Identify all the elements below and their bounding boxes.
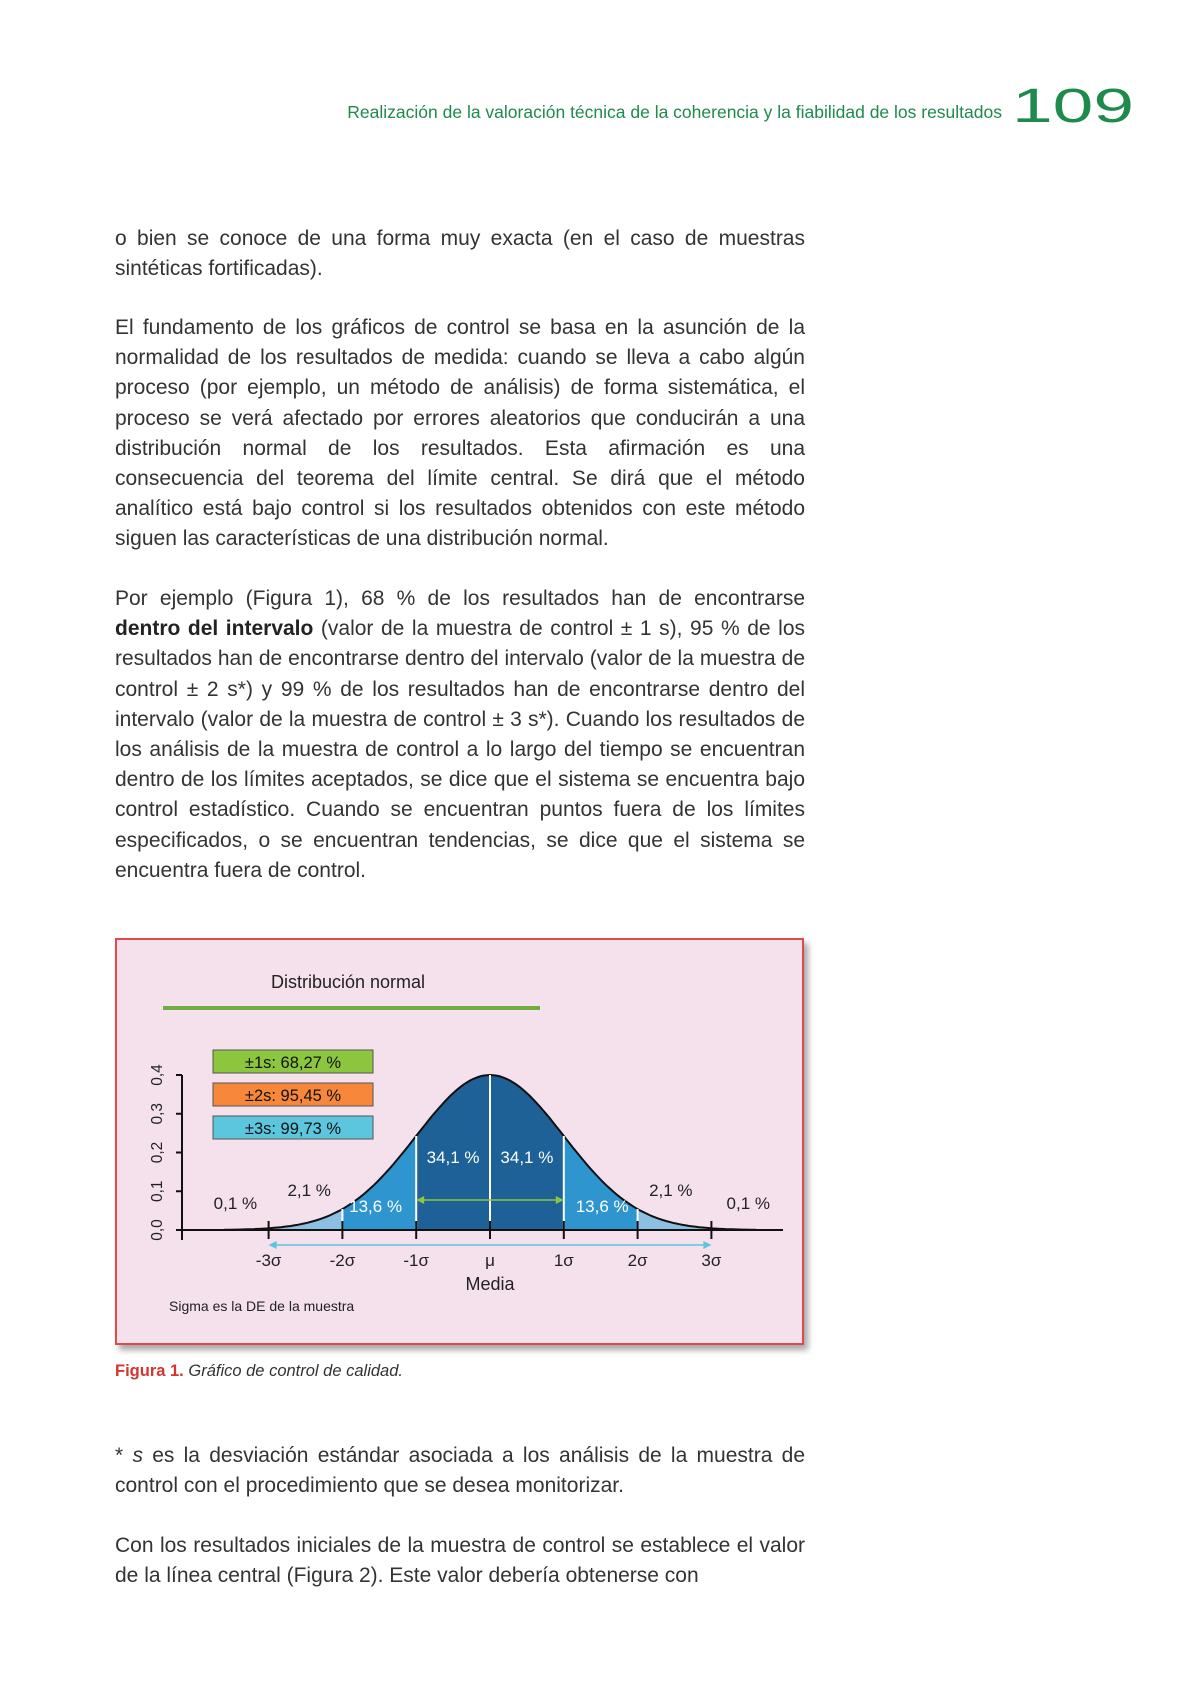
x-tick-label: 1σ xyxy=(553,1251,574,1270)
figure-caption-text: Gráfico de control de calidad. xyxy=(188,1362,403,1380)
y-tick-label: 0,0 xyxy=(149,1219,166,1241)
y-tick-label: 0,2 xyxy=(149,1141,166,1164)
paragraph-1: o bien se conoce de una forma muy exacta (en el caso de muestras sintéticas fortificadas). xyxy=(115,227,805,281)
segment-label: 2,1 % xyxy=(287,1181,331,1200)
y-tick-label: 0,3 xyxy=(149,1102,166,1125)
segment-label: 34,1 % xyxy=(500,1148,554,1167)
paragraph-3 xyxy=(115,584,805,886)
x-tick-label: 2σ xyxy=(627,1251,648,1270)
paragraph-3-end: (valor de la muestra de control ± 1 s), 95 % de los resultados han de encontrarse dentro del intervalo (valor de la muestra de control ± 2 s*) y 99 % de los resultados han de encontrarse dentro del intervalo (valor de la muestra de control ± 3 s*). Cuando los resultados de los análisis de la muestra de control a lo largo del tiempo se encuentran dentro de los límites aceptados, se dice que el sistema se encuentra bajo control estadístico. Cuando se encuentran puntos fuera de los límites especificados, o se encuentran tendencias, se dice que el sistema se encuentra fuera de control. xyxy=(115,617,805,882)
y-tick-label: 0,1 xyxy=(149,1180,166,1203)
footnote xyxy=(115,1441,805,1501)
segment-label: 2,1 % xyxy=(649,1181,693,1200)
segment-label: 0,1 % xyxy=(726,1194,771,1213)
footnote-text: es la desviación estándar asociada a los análisis de la muestra de control con el procedimiento que se desea monitorizar. xyxy=(115,1444,805,1498)
footnote-symbol: s xyxy=(132,1444,143,1467)
paragraph-3-start: Por ejemplo (Figura 1), 68 % de los resultados han de encontrarse xyxy=(115,587,805,610)
normal-distribution-chart xyxy=(117,940,802,1343)
x-tick-label: -2σ xyxy=(329,1251,356,1270)
running-title: Realización de la valoración técnica de la coherencia y la fiabilidad de los resultados xyxy=(347,102,1002,122)
figure-caption-label: Figura 1. xyxy=(115,1362,184,1380)
y-tick-label: 0,4 xyxy=(149,1064,166,1086)
chart-title: Distribución normal xyxy=(270,972,426,992)
x-tick-label: 3σ xyxy=(701,1251,722,1270)
page-number xyxy=(1012,84,1134,128)
page-number-text: 109 xyxy=(1012,84,1134,128)
x-tick-label: -3σ xyxy=(255,1251,282,1270)
segment-label: 13,6 % xyxy=(349,1197,403,1216)
paragraph-3-bold: dentro del intervalo xyxy=(115,617,314,641)
x-tick-label: μ xyxy=(485,1251,495,1270)
paragraph-4: Con los resultados iniciales de la muestra de control se establece el valor de la línea central (Figura 2). Este valor debería obtenerse con xyxy=(115,1534,805,1588)
chart-note: Sigma es la DE de la muestra xyxy=(169,1298,355,1314)
x-axis-label: Media xyxy=(465,1274,515,1294)
legend-label: ±2s: 95,45 % xyxy=(244,1087,342,1105)
range-arrow-3s-head-right xyxy=(703,1241,711,1249)
segment-label: 34,1 % xyxy=(426,1148,480,1167)
legend-label: ±1s: 68,27 % xyxy=(244,1054,342,1072)
range-arrow-3s-head-left xyxy=(269,1241,277,1249)
figure-caption xyxy=(115,1362,403,1381)
segment-label: 13,6 % xyxy=(575,1197,629,1216)
title-underline xyxy=(163,1006,540,1010)
x-tick-label: -1σ xyxy=(403,1251,430,1270)
segment-label: 0,1 % xyxy=(213,1194,258,1213)
figure-1-chart xyxy=(115,938,804,1345)
footnote-star: * xyxy=(115,1444,133,1467)
paragraph-2: El fundamento de los gráficos de control se basa en la asunción de la normalidad de los resultados de medida: cuando se lleva a cabo algún proceso (por ejemplo, un método de análisis) de forma sistemática, el proceso se verá afectado por errores aleatorios que conducirán a una distribución normal de los resultados. Esta afirmación es una consecuencia del teorema del límite central. Se dirá que el método analítico está bajo control si los resultados obtenidos con este método siguen las características de una distribución normal. xyxy=(115,316,805,551)
legend-label: ±3s: 99,73 % xyxy=(244,1120,342,1138)
